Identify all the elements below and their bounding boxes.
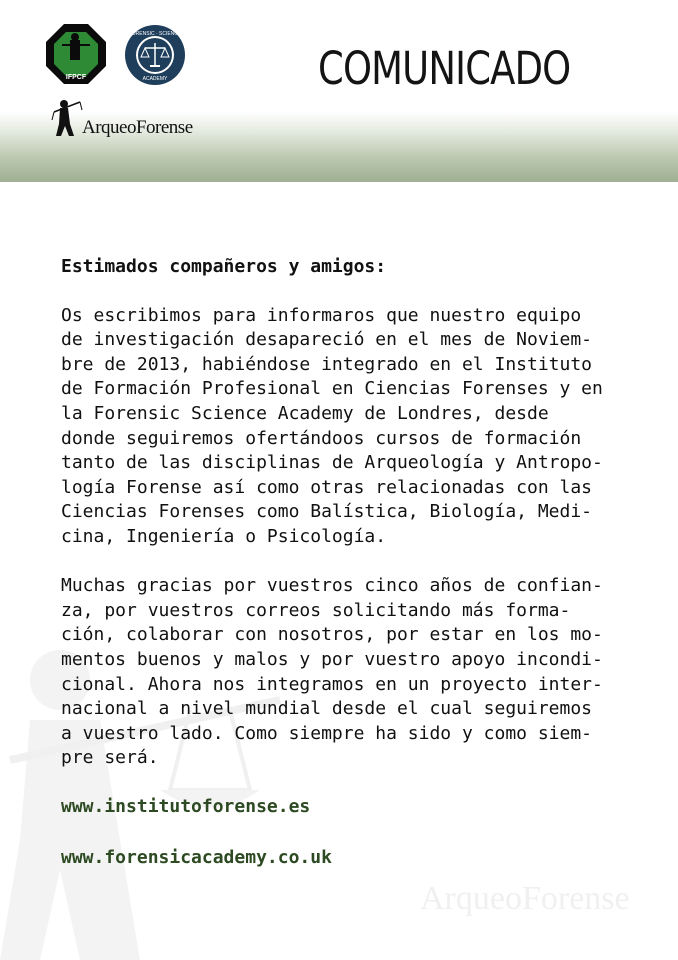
link-forensic-academy[interactable]: www.forensicacademy.co.uk [61, 847, 332, 869]
paragraph-1: Os escribimos para informaros que nuestro equipo de investigación desapareció en el mes de Noviem- bre de 2013, habiéndose integrado en el Instituto de Formación Profesional en Ciencias Forenses y en la Forensic Science Academy de Londres, desde donde seguiremos ofertándoos cursos de formación tanto de las disciplinas de Arqueología y Antropo- logía Forense así como otras relacionadas con las Ciencias Forenses como Balística, Biología, Medi- cina, Ingeniería o Psicología. [61, 304, 603, 547]
svg-text:ACADEMY: ACADEMY [142, 76, 168, 82]
page-title: COMUNICADO [318, 42, 571, 95]
svg-text:FORENSIC · SCIENCE: FORENSIC · SCIENCE [128, 31, 182, 37]
ifpcf-logo-text: IFPCF [65, 74, 87, 81]
link-instituto-forense[interactable]: www.institutoforense.es [61, 796, 311, 818]
forensic-science-academy-logo [124, 24, 186, 86]
paragraph-2: Muchas gracias por vuestros cinco años de confian- za, por vuestros correos solicitando más forma- ción, colaborar con nosotros, por estar en los mo- mentos buenos y malos y por vuestro apoyo incondi- cional. Ahora nos integramos en un proyecto inter- nacional a nivel mundial desde el cual seguiremos a vuestro lado. Como siempre ha sido y como siem- pre será. [61, 575, 603, 769]
greeting: Estimados compañeros y amigos: [61, 256, 387, 277]
ifpcf-logo [44, 22, 108, 86]
watermark-text: ArqueoForense [420, 880, 630, 917]
header-band [0, 0, 678, 182]
arqueoforense-logo-text: ArqueoForense [82, 117, 193, 138]
letter-body [61, 255, 631, 897]
